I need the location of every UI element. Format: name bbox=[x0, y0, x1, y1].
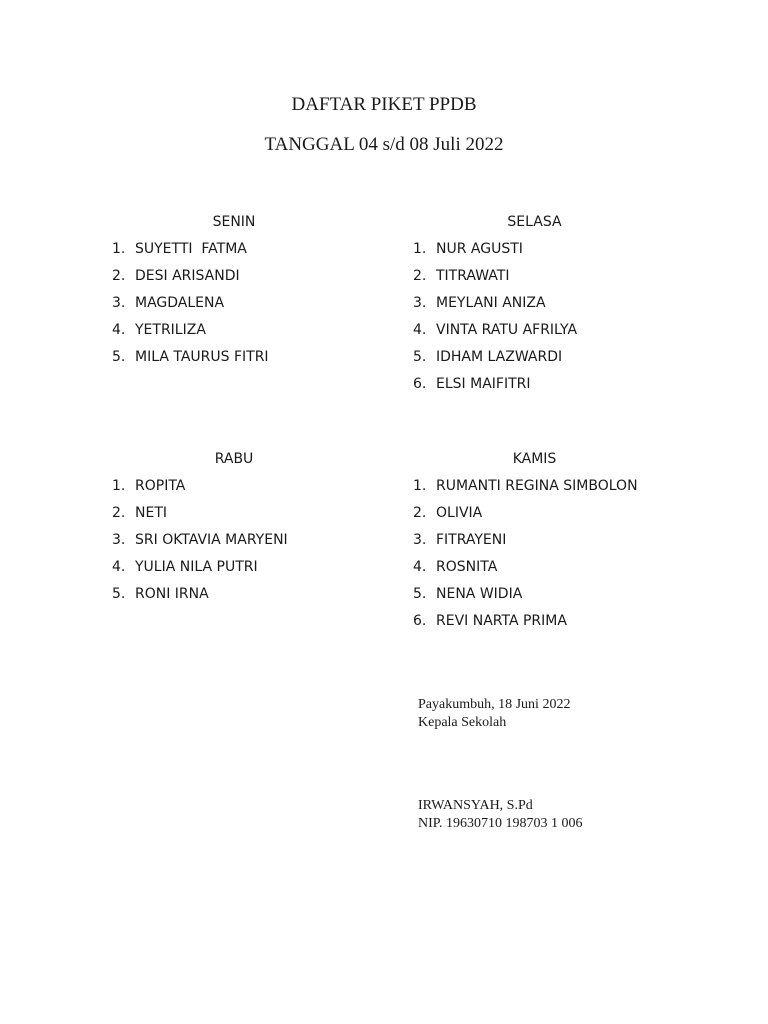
member-list bbox=[413, 473, 656, 635]
list-number: 1. bbox=[413, 241, 427, 257]
list-number: 5. bbox=[413, 586, 427, 602]
list-item bbox=[112, 554, 356, 581]
member-name: DESI ARISANDI bbox=[135, 268, 240, 284]
day-heading: KAMIS bbox=[512, 451, 557, 467]
member-name: RONI IRNA bbox=[135, 586, 209, 602]
member-name: SUYETTI FATMA bbox=[135, 241, 247, 257]
list-number: 2. bbox=[413, 268, 427, 284]
list-item bbox=[112, 290, 356, 317]
member-name: NENA WIDIA bbox=[436, 586, 523, 602]
list-item bbox=[413, 554, 656, 581]
member-name: NUR AGUSTI bbox=[436, 241, 523, 257]
list-item bbox=[112, 473, 356, 500]
member-list bbox=[112, 473, 356, 608]
member-name: FITRAYENI bbox=[436, 532, 507, 548]
member-name: MILA TAURUS FITRI bbox=[135, 349, 269, 365]
member-name: IDHAM LAZWARDI bbox=[436, 349, 563, 365]
list-item bbox=[112, 581, 356, 608]
member-name: VINTA RATU AFRILYA bbox=[436, 322, 578, 338]
signer-name: IRWANSYAH, S.Pd bbox=[418, 798, 533, 813]
signer-nip: NIP. 19630710 198703 1 006 bbox=[418, 816, 583, 831]
list-number: 2. bbox=[413, 505, 427, 521]
member-name: RUMANTI REGINA SIMBOLON bbox=[436, 478, 638, 494]
list-number: 1. bbox=[112, 478, 126, 494]
member-name: ELSI MAIFITRI bbox=[436, 376, 531, 392]
list-item bbox=[413, 581, 656, 608]
day-section-senin bbox=[112, 209, 356, 371]
list-number: 2. bbox=[112, 268, 126, 284]
list-number: 1. bbox=[112, 241, 126, 257]
member-list bbox=[413, 236, 656, 398]
list-item bbox=[413, 473, 656, 500]
list-number: 5. bbox=[112, 349, 126, 365]
list-number: 3. bbox=[112, 532, 126, 548]
day-heading: SENIN bbox=[212, 214, 256, 230]
list-number: 6. bbox=[413, 376, 427, 392]
list-item bbox=[413, 608, 656, 635]
member-name: NETI bbox=[135, 505, 167, 521]
list-item bbox=[112, 344, 356, 371]
list-item bbox=[413, 263, 656, 290]
document-subtitle: TANGGAL 04 s/d 08 Juli 2022 bbox=[264, 134, 504, 155]
member-name: SRI OKTAVIA MARYENI bbox=[135, 532, 288, 548]
day-section-rabu bbox=[112, 446, 356, 608]
list-number: 5. bbox=[112, 586, 126, 602]
list-item bbox=[112, 317, 356, 344]
signer-position: Kepala Sekolah bbox=[418, 715, 507, 730]
list-number: 5. bbox=[413, 349, 427, 365]
day-heading: SELASA bbox=[507, 214, 562, 230]
day-section-kamis bbox=[413, 446, 656, 635]
list-number: 6. bbox=[413, 613, 427, 629]
day-section-selasa bbox=[413, 209, 656, 398]
member-name: YULIA NILA PUTRI bbox=[135, 559, 258, 575]
member-name: ROSNITA bbox=[436, 559, 498, 575]
member-name: MEYLANI ANIZA bbox=[436, 295, 546, 311]
day-heading: RABU bbox=[214, 451, 254, 467]
list-item bbox=[413, 236, 656, 263]
signature-footer bbox=[418, 797, 583, 833]
member-name: YETRILIZA bbox=[135, 322, 206, 338]
list-item bbox=[413, 317, 656, 344]
list-number: 2. bbox=[112, 505, 126, 521]
list-item bbox=[413, 500, 656, 527]
list-item bbox=[413, 290, 656, 317]
document-title: DAFTAR PIKET PPDB bbox=[291, 94, 477, 115]
list-number: 4. bbox=[413, 559, 427, 575]
member-name: OLIVIA bbox=[436, 505, 483, 521]
place-date: Payakumbuh, 18 Juni 2022 bbox=[418, 697, 571, 712]
list-item bbox=[112, 263, 356, 290]
list-item bbox=[112, 236, 356, 263]
list-item bbox=[413, 371, 656, 398]
list-number: 3. bbox=[413, 295, 427, 311]
list-item bbox=[413, 527, 656, 554]
member-list bbox=[112, 236, 356, 371]
list-number: 4. bbox=[112, 322, 126, 338]
list-number: 3. bbox=[112, 295, 126, 311]
member-name: REVI NARTA PRIMA bbox=[436, 613, 567, 629]
signature-header bbox=[418, 696, 570, 732]
list-item bbox=[112, 527, 356, 554]
list-item bbox=[413, 344, 656, 371]
member-name: ROPITA bbox=[135, 478, 186, 494]
list-number: 4. bbox=[112, 559, 126, 575]
member-name: MAGDALENA bbox=[135, 295, 225, 311]
list-number: 1. bbox=[413, 478, 427, 494]
member-name: TITRAWATI bbox=[436, 268, 510, 284]
list-number: 4. bbox=[413, 322, 427, 338]
list-number: 3. bbox=[413, 532, 427, 548]
list-item bbox=[112, 500, 356, 527]
